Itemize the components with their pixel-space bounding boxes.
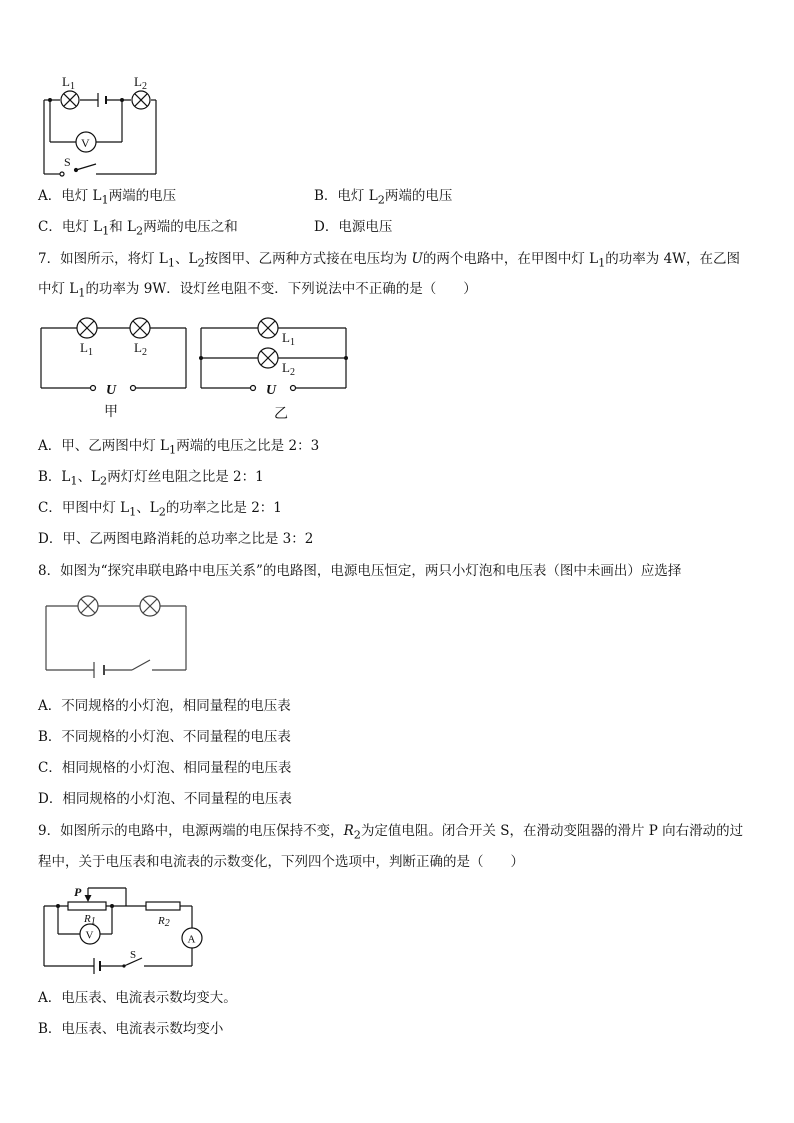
q8-option-a: A．不同规格的小灯泡，相同量程的电压表: [38, 698, 291, 714]
jia-l2-label: $L_2$: [134, 340, 147, 358]
yi-caption: 乙: [274, 407, 288, 422]
q7-option-c: C．甲图中灯 $L_1$、$L_2$的功率之比是 2：1: [38, 500, 282, 519]
q6-option-b: B．电灯 $L_2$两端的电压: [314, 188, 453, 207]
q9-circuit-diagram: [36, 884, 212, 976]
q8-option-b: B．不同规格的小灯泡、不同量程的电压表: [38, 729, 291, 745]
q7-option-d: D．甲、乙两图电路消耗的总功率之比是 3：2: [38, 531, 314, 547]
jia-l1-label: $L_1$: [80, 340, 93, 358]
yi-u-label: U: [266, 383, 277, 398]
q6-circuit-diagram: [34, 70, 164, 180]
jia-caption: 甲: [104, 405, 118, 420]
lamp-l2-label: $L_2$: [134, 74, 147, 92]
voltmeter-label: V: [81, 136, 90, 150]
q6-option-c: C．电灯 $L_1$和 $L_2$两端的电压之和: [38, 219, 238, 238]
q7-option-a: A．甲、乙两图中灯 $L_1$两端的电压之比是 2：3: [38, 438, 320, 457]
ammeter-label: A: [187, 933, 196, 946]
yi-l2-label: $L_2$: [282, 360, 295, 378]
r1-label: R1: [84, 913, 96, 927]
switch-label: S: [64, 155, 71, 169]
q9-stem-line2: 程中，关于电压表和电流表的示数变化，下列四个选项中，判断正确的是（ ）: [38, 854, 524, 870]
q7-circuit-yi: [196, 312, 352, 422]
q8-option-d: D．相同规格的小灯泡、不同量程的电压表: [38, 791, 292, 807]
yi-l1-label: $L_1$: [282, 330, 295, 348]
q7-circuit-jia: [36, 312, 192, 422]
slider-p-label: P: [74, 885, 82, 899]
q9-option-b: B．电压表、电流表示数均变小: [38, 1021, 224, 1037]
switch-label: S: [130, 949, 137, 961]
q9-option-a: A．电压表、电流表示数均变大。: [38, 990, 237, 1006]
q6-option-d: D．电源电压: [314, 219, 393, 235]
voltmeter-label: V: [85, 929, 94, 942]
q7-stem-line1: 7．如图所示，将灯 $L_1$、$L_2$按图甲、乙两种方式接在电压均为 U的两个电路中，在甲图中灯 $L_1$的功率为 4W，在乙图: [38, 251, 741, 270]
lamp-l1-label: $L_1$: [62, 74, 75, 92]
r2-label: R2: [158, 915, 170, 929]
q9-stem-line1: 9．如图所示的电路中，电源两端的电压保持不变，$R_2$为定值电阻。闭合开关 S，在滑动变阻器的滑片 P 向右滑动的过: [38, 823, 744, 842]
q8-option-c: C．相同规格的小灯泡、相同量程的电压表: [38, 760, 292, 776]
q7-stem-line2: 中灯 $L_1$的功率为 9W．设灯丝电阻不变．下列说法中不正确的是（ ）: [38, 281, 477, 300]
q7-option-b: B．$L_1$、$L_2$两灯灯丝电阻之比是 2：1: [38, 469, 264, 488]
q6-option-a: A．电灯 $L_1$两端的电压: [38, 188, 177, 207]
jia-u-label: U: [106, 383, 117, 398]
q8-stem: 8．如图为“探究串联电路中电压关系”的电路图，电源电压恒定，两只小灯泡和电压表（图中未画出）应选择: [38, 563, 682, 579]
q8-circuit-diagram: [36, 590, 196, 680]
